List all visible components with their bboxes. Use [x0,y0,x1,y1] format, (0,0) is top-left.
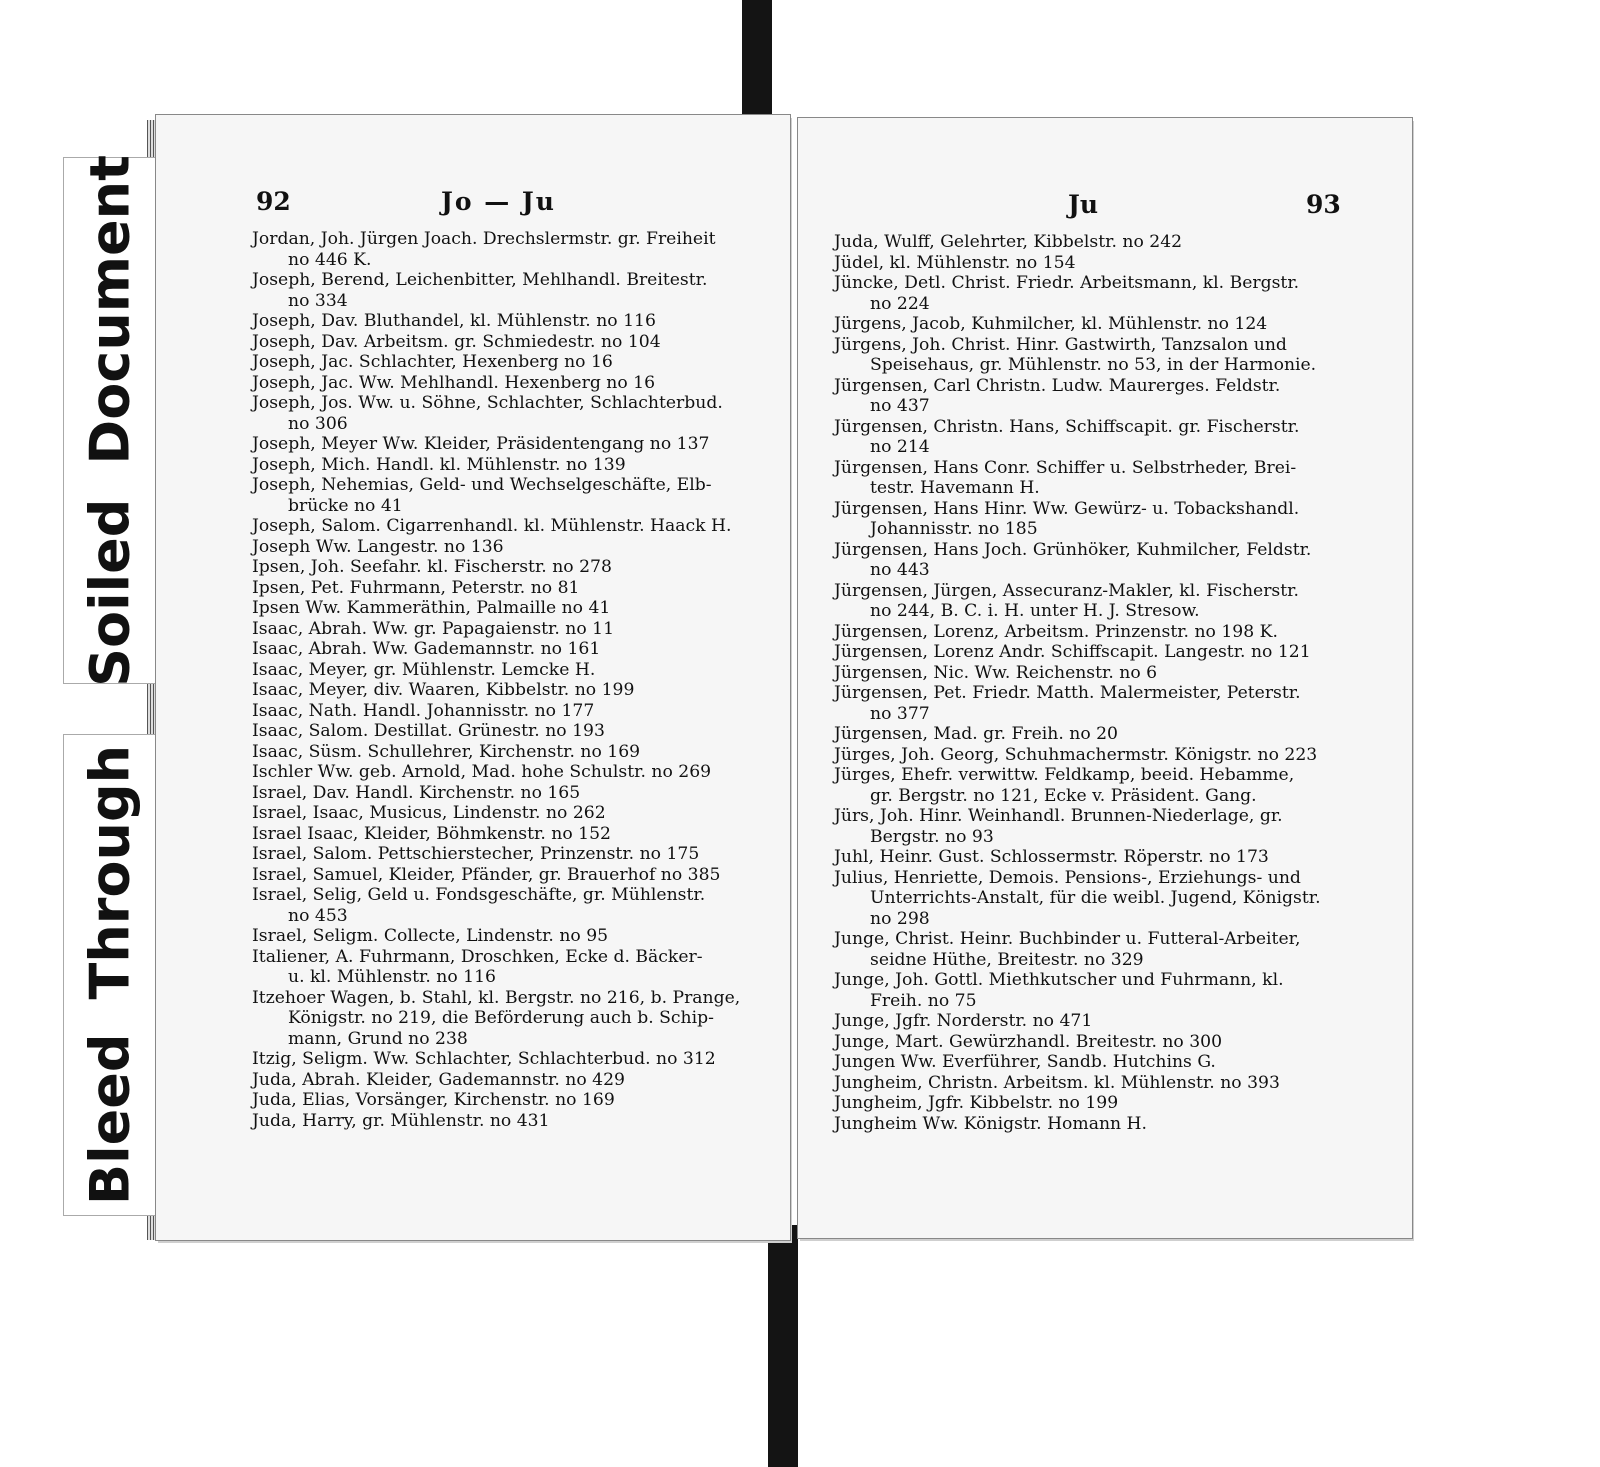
entry-text: Jürgensen, Hans Joch. Grünhöker, Kuhmilcher, Feldstr. [834,539,1312,560]
entry-text: Jungheim, Christn. Arbeitsm. kl. Mühlenstr. no 393 [834,1072,1280,1093]
directory-entry [834,806,1324,847]
entry-text: Joseph, Jac. Ww. Mehlhandl. Hexenberg no 16 [252,372,656,393]
entry-text: Jürgensen, Jürgen, Assecuranz-Makler, kl. Fischerstr. [834,580,1299,601]
entry-text: Joseph, Jac. Schlachter, Hexenberg no 16 [252,352,613,372]
entry-text: Julius, Henriette, Demois. Pensions-, Erziehungs- und [834,867,1301,888]
directory-entry [834,970,1324,1011]
directory-entry [252,803,764,824]
entry-continuation: Johannisstr. no 185 [870,519,1038,539]
directory-entry [834,499,1324,540]
entry-continuation: gr. Bergstr. no 121, Ecke v. Präsident. Gang. [870,785,1257,806]
directory-entry [252,762,764,783]
entry-text: Ipsen Ww. Kammeräthin, Palmaille no 41 [252,598,611,618]
directory-entry [252,926,764,947]
directory-entry [834,335,1324,376]
running-head: Ju [1068,190,1099,219]
left-page [156,115,790,1240]
directory-entry [252,229,764,270]
entry-text: Ipsen, Pet. Fuhrmann, Peterstr. no 81 [252,577,580,598]
directory-entry [252,1070,764,1091]
directory-entry [252,598,764,619]
entry-text: Jürgensen, Mad. gr. Freih. no 20 [834,724,1118,744]
entry-text: Jürges, Joh. Georg, Schuhmachermstr. Königstr. no 223 [834,744,1318,765]
directory-entry [834,622,1324,643]
entry-text: Joseph, Dav. Arbeitsm. gr. Schmiedestr. no 104 [252,331,661,352]
entry-text: Jürgensen, Lorenz, Arbeitsm. Prinzenstr. no 198 K. [834,621,1278,642]
directory-entry [834,683,1324,724]
entry-text: Jürgens, Joh. Christ. Hinr. Gastwirth, Tanzsalon und [834,334,1287,355]
entry-text: Jürgensen, Hans Conr. Schiffer u. Selbstrheder, Brei- [834,457,1297,478]
entry-continuation: no 437 [870,396,930,416]
entry-text: Jürs, Joh. Hinr. Weinhandl. Brunnen-Niederlage, gr. [834,806,1283,826]
directory-entry [834,909,1324,930]
running-head: Jo — Ju [441,187,556,216]
entry-text: Joseph, Nehemias, Geld- und Wechselgeschäfte, Elb- [252,475,712,495]
entry-text: Juda, Elias, Vorsänger, Kirchenstr. no 169 [252,1090,615,1110]
directory-entry [252,270,764,311]
entry-text: Junge, Christ. Heinr. Buchbinder u. Futteral-Arbeiter, [834,929,1301,949]
binding-strip-top [742,0,772,122]
directory-entry [834,253,1324,274]
entry-text: Jürgensen, Carl Christn. Ludw. Maurerges. Feldstr. [834,375,1281,396]
entry-text: Juda, Harry, gr. Mühlenstr. no 431 [252,1110,550,1131]
right-page [798,118,1412,1238]
entry-text: Jungen Ww. Everführer, Sandb. Hutchins G. [834,1052,1216,1072]
entry-text: Israel, Salom. Pettschierstecher, Prinzenstr. no 175 [252,844,700,864]
entry-text: Joseph, Jos. Ww. u. Söhne, Schlachter, Schlachterbud. [252,393,723,413]
entry-text: Isaac, Abrah. Ww. Gademannstr. no 161 [252,639,601,659]
directory-entry [252,1029,764,1050]
directory-entry [834,417,1324,458]
entry-text: Jürgensen, Lorenz Andr. Schiffscapit. Langestr. no 121 [834,642,1311,662]
directory-entry [252,1111,764,1132]
directory-entry [252,721,764,742]
directory-entry [252,516,764,537]
entry-text: Jürges, Ehefr. verwittw. Feldkamp, beeid. Hebamme, [834,765,1295,785]
directory-entry [252,742,764,763]
entry-text: Joseph, Mich. Handl. kl. Mühlenstr. no 139 [252,454,626,475]
entry-text: Isaac, Abrah. Ww. gr. Papagaienstr. no 11 [252,618,615,639]
entry-continuation: Freih. no 75 [870,990,977,1011]
entry-text: Juda, Wulff, Gelehrter, Kibbelstr. no 242 [834,232,1183,252]
entry-text: Jüncke, Detl. Christ. Friedr. Arbeitsmann, kl. Bergstr. [834,273,1300,293]
directory-entry [834,868,1324,909]
entry-continuation: no 306 [288,413,348,434]
entry-continuation: no 446 K. [288,249,372,270]
binding-strip-bottom [768,1225,798,1467]
directory-entry [834,765,1324,806]
entry-text: Jürgensen, Pet. Friedr. Matth. Malermeister, Peterstr. [834,683,1301,703]
directory-entry [834,376,1324,417]
page-number: 93 [1306,190,1341,219]
entry-continuation: Königstr. no 219, die Beförderung auch b. Schip- [288,1008,714,1028]
directory-entry [252,537,764,558]
directory-entry [834,273,1324,314]
directory-entry [834,847,1324,868]
directory-entries [252,229,764,1131]
directory-entry [252,352,764,373]
entry-text: Israel, Seligm. Collecte, Lindenstr. no 95 [252,926,609,946]
directory-entry [252,1049,764,1070]
directory-entry [252,475,764,516]
entry-text: Jürgensen, Christn. Hans, Schiffscapit. gr. Fischerstr. [834,416,1300,437]
entry-text: Isaac, Salom. Destillat. Grünestr. no 193 [252,721,605,741]
directory-entry [834,1114,1324,1135]
entry-continuation: no 377 [870,703,930,724]
directory-entries [834,232,1324,1134]
entry-continuation: brücke no 41 [288,495,403,516]
entry-text: Italiener, A. Fuhrmann, Droschken, Ecke d. Bäcker- [252,946,703,967]
page-number: 92 [256,187,291,216]
directory-entry [834,663,1324,684]
entry-text: Joseph, Meyer Ww. Kleider, Präsidentengang no 137 [252,434,710,454]
entry-continuation: mann, Grund no 238 [288,1028,468,1049]
directory-entry [252,619,764,640]
entry-text: Jordan, Joh. Jürgen Joach. Drechslermstr. gr. Freiheit [252,229,716,249]
bleed-through-label [64,735,156,1215]
directory-entry [252,844,764,865]
label-word: Soiled [78,498,142,687]
directory-entry [252,947,764,988]
directory-entry [834,1052,1324,1073]
directory-entry [834,581,1324,622]
directory-entry [252,332,764,353]
directory-entry [252,824,764,845]
directory-entry [834,929,1324,970]
entry-text: Isaac, Meyer, gr. Mühlenstr. Lemcke H. [252,659,596,680]
entry-text: Isaac, Meyer, div. Waaren, Kibbelstr. no 199 [252,680,635,700]
entry-continuation: Speisehaus, gr. Mühlenstr. no 53, in der Harmonie. [870,355,1317,375]
directory-entry [252,1090,764,1111]
entry-continuation: no 298 [870,908,930,929]
directory-entry [834,1032,1324,1053]
entry-text: Jungheim, Jgfr. Kibbelstr. no 199 [834,1093,1119,1113]
directory-entry [834,724,1324,745]
entry-continuation: no 443 [870,560,930,580]
entry-text: Jürgensen, Nic. Ww. Reichenstr. no 6 [834,662,1158,683]
directory-entry [252,578,764,599]
entry-text: Juda, Abrah. Kleider, Gademannstr. no 429 [252,1069,625,1090]
entry-text: Israel Isaac, Kleider, Böhmkenstr. no 152 [252,823,611,844]
entry-text: Isaac, Süsm. Schullehrer, Kirchenstr. no 169 [252,741,641,762]
entry-text: Israel, Selig, Geld u. Fondsgeschäfte, gr. Mühlenstr. [252,885,706,905]
directory-entry [252,988,764,1029]
entry-text: Jüdel, kl. Mühlenstr. no 154 [834,252,1076,273]
entry-text: Ipsen, Joh. Seefahr. kl. Fischerstr. no 278 [252,557,612,577]
directory-entry [252,434,764,455]
directory-entry [252,865,764,886]
entry-text: Junge, Joh. Gottl. Miethkutscher und Fuhrmann, kl. [834,970,1284,990]
directory-entry [252,680,764,701]
entry-text: Joseph, Berend, Leichenbitter, Mehlhandl. Breitestr. [252,270,708,290]
entry-continuation: Unterrichts-Anstalt, für die weibl. Jugend, Königstr. [870,888,1321,908]
directory-entry [252,660,764,681]
label-word: Document [78,154,142,465]
directory-entry [834,1093,1324,1114]
entry-text: Itzehoer Wagen, b. Stahl, kl. Bergstr. no 216, b. Prange, [252,987,741,1008]
entry-continuation: Bergstr. no 93 [870,826,994,847]
directory-entry [834,745,1324,766]
directory-entry [252,701,764,722]
entry-text: Israel, Dav. Handl. Kirchenstr. no 165 [252,782,581,803]
entry-continuation: seidne Hüthe, Breitestr. no 329 [870,949,1144,970]
directory-entry [252,393,764,434]
entry-text: Joseph, Dav. Bluthandel, kl. Mühlenstr. no 116 [252,311,656,331]
entry-text: Jürgens, Jacob, Kuhmilcher, kl. Mühlenstr. no 124 [834,314,1268,334]
directory-entry [252,311,764,332]
directory-entry [834,540,1324,581]
directory-entry [834,1073,1324,1094]
entry-text: Isaac, Nath. Handl. Johannisstr. no 177 [252,700,595,721]
entry-continuation: no 224 [870,293,930,314]
directory-entry [834,314,1324,335]
entry-continuation: no 453 [288,905,348,926]
label-word: Through [78,744,142,1000]
entry-continuation: no 334 [288,290,348,311]
directory-entry [834,232,1324,253]
entry-text: Jungheim Ww. Königstr. Homann H. [834,1113,1148,1134]
entry-text: Ischler Ww. geb. Arnold, Mad. hohe Schulstr. no 269 [252,762,712,782]
entry-text: Junge, Mart. Gewürzhandl. Breitestr. no 300 [834,1031,1223,1052]
page-header [798,190,1412,228]
entry-continuation: testr. Havemann H. [870,478,1040,498]
directory-entry [834,458,1324,499]
entry-continuation: u. kl. Mühlenstr. no 116 [288,967,496,987]
label-word: Bleed [78,1033,142,1206]
page-header [156,187,790,225]
directory-entry [252,639,764,660]
entry-text: Joseph Ww. Langestr. no 136 [252,536,504,557]
directory-entry [252,373,764,394]
entry-continuation: no 214 [870,437,930,457]
entry-text: Juhl, Heinr. Gust. Schlossermstr. Röperstr. no 173 [834,847,1269,867]
directory-entry [252,455,764,476]
directory-entry [252,885,764,926]
directory-entry [252,557,764,578]
directory-entry [252,783,764,804]
entry-continuation: no 244, B. C. i. H. unter H. J. Stresow. [870,601,1200,621]
soiled-document-label [64,154,156,687]
entry-text: Joseph, Salom. Cigarrenhandl. kl. Mühlenstr. Haack H. [252,516,732,536]
entry-text: Jürgensen, Hans Hinr. Ww. Gewürz- u. Tobackshandl. [834,498,1300,519]
entry-text: Itzig, Seligm. Ww. Schlachter, Schlachterbud. no 312 [252,1049,716,1069]
entry-text: Junge, Jgfr. Norderstr. no 471 [834,1011,1093,1031]
directory-entry [834,1011,1324,1032]
entry-text: Israel, Samuel, Kleider, Pfänder, gr. Brauerhof no 385 [252,864,721,885]
directory-entry [834,642,1324,663]
entry-text: Israel, Isaac, Musicus, Lindenstr. no 262 [252,803,606,823]
